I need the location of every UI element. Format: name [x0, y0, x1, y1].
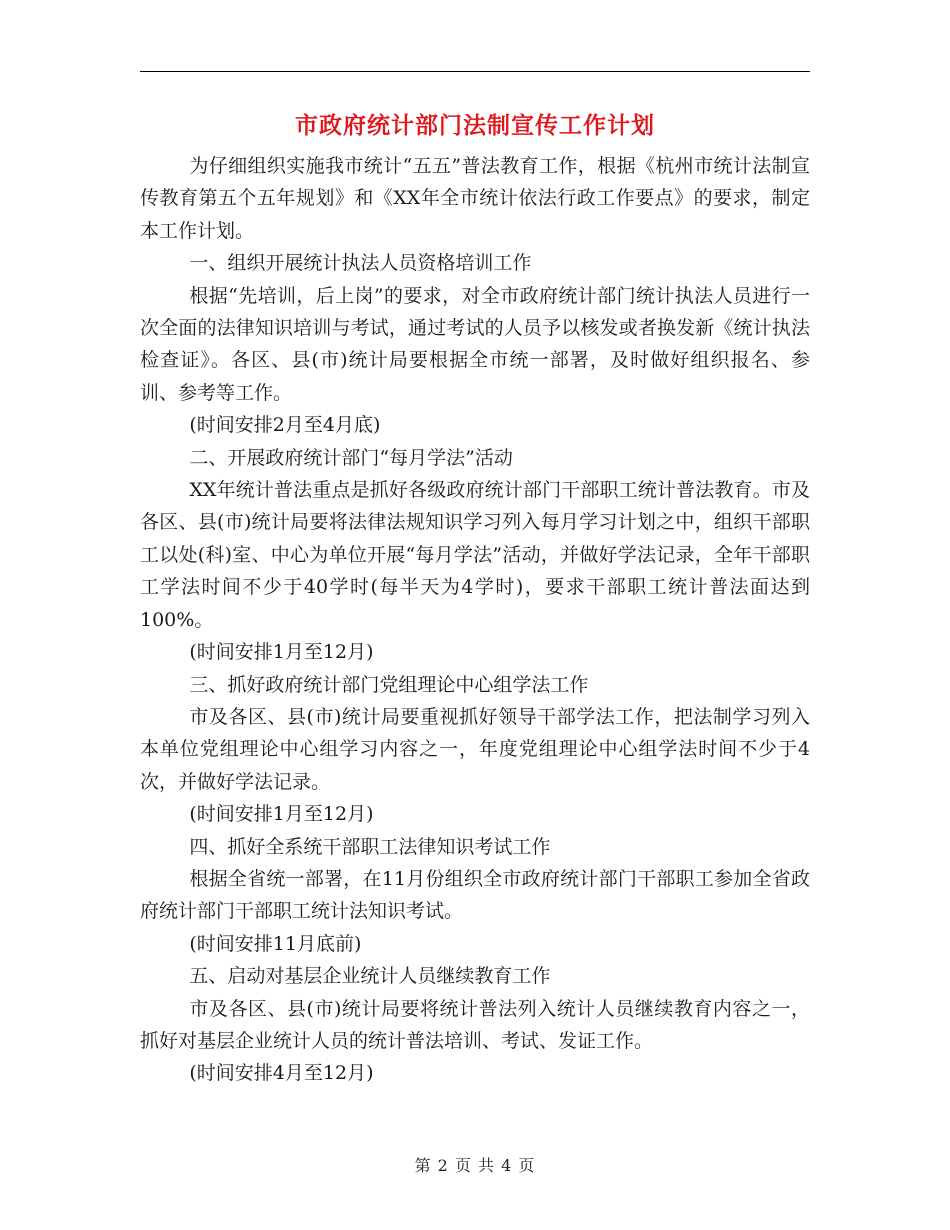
- section-heading: 二、开展政府统计部门“每月学法”活动: [189, 446, 513, 469]
- schedule-note: (时间安排11月底前): [189, 932, 362, 955]
- body-paragraph: 市及各区、县(市)统计局要重视抓好领导干部学法工作，把法制学习列入本单位党组理论中心组学习内容之一，年度党组理论中心组学法时间不少于4次，并做好学法记录。: [140, 705, 810, 793]
- section-heading: 五、启动对基层企业统计人员继续教育工作: [189, 965, 551, 988]
- section-heading: 一、组织开展统计执法人员资格培训工作: [189, 252, 532, 275]
- document-body: [140, 150, 810, 1090]
- schedule-note: (时间安排1月至12月): [189, 803, 374, 826]
- section-heading: 三、抓好政府统计部门党组理论中心组学法工作: [189, 673, 589, 696]
- body-paragraph: 市及各区、县(市)统计局要将统计普法列入统计人员继续教育内容之一，抓好对基层企业统计人员的统计普法培训、考试、发证工作。: [140, 997, 810, 1052]
- body-paragraph: XX年统计普法重点是抓好各级政府统计部门干部职工统计普法教育。市及各区、县(市)统计局要将法律法规知识学习列入每月学习计划之中，组织干部职工以处(科)室、中心为单位开展“每月学法”活动，并做好学法记录，全年干部职工学法时间不少于40学时(每半天为4学时)，要求干部职工统计普法面达到100%。: [140, 479, 810, 631]
- body-paragraph: 根据全省统一部署，在11月份组织全市政府统计部门干部职工参加全省政府统计部门干部职工统计法知识考试。: [140, 867, 810, 923]
- intro-paragraph: 为仔细组织实施我市统计“五五”普法教育工作，根据《杭州市统计法制宣传教育第五个五年规划》和《XX年全市统计依法行政工作要点》的要求，制定本工作计划。: [140, 155, 810, 242]
- section-heading: 四、抓好全系统干部职工法律知识考试工作: [189, 835, 551, 858]
- schedule-note: (时间安排1月至12月): [189, 641, 374, 664]
- document-title: 市政府统计部门法制宣传工作计划: [295, 113, 655, 139]
- schedule-note: (时间安排2月至4月底): [189, 414, 381, 437]
- body-paragraph: 根据“先培训，后上岗”的要求，对全市政府统计部门统计执法人员进行一次全面的法律知识培训与考试，通过考试的人员予以核发或者换发新《统计执法检查证》。各区、县(市)统计局要根据全市统一部署，及时做好组织报名、参训、参考等工作。: [140, 284, 810, 404]
- page-number: 第 2 页 共 4 页: [414, 1156, 536, 1175]
- schedule-note: (时间安排4月至12月): [189, 1062, 374, 1085]
- header-rule: [140, 71, 810, 72]
